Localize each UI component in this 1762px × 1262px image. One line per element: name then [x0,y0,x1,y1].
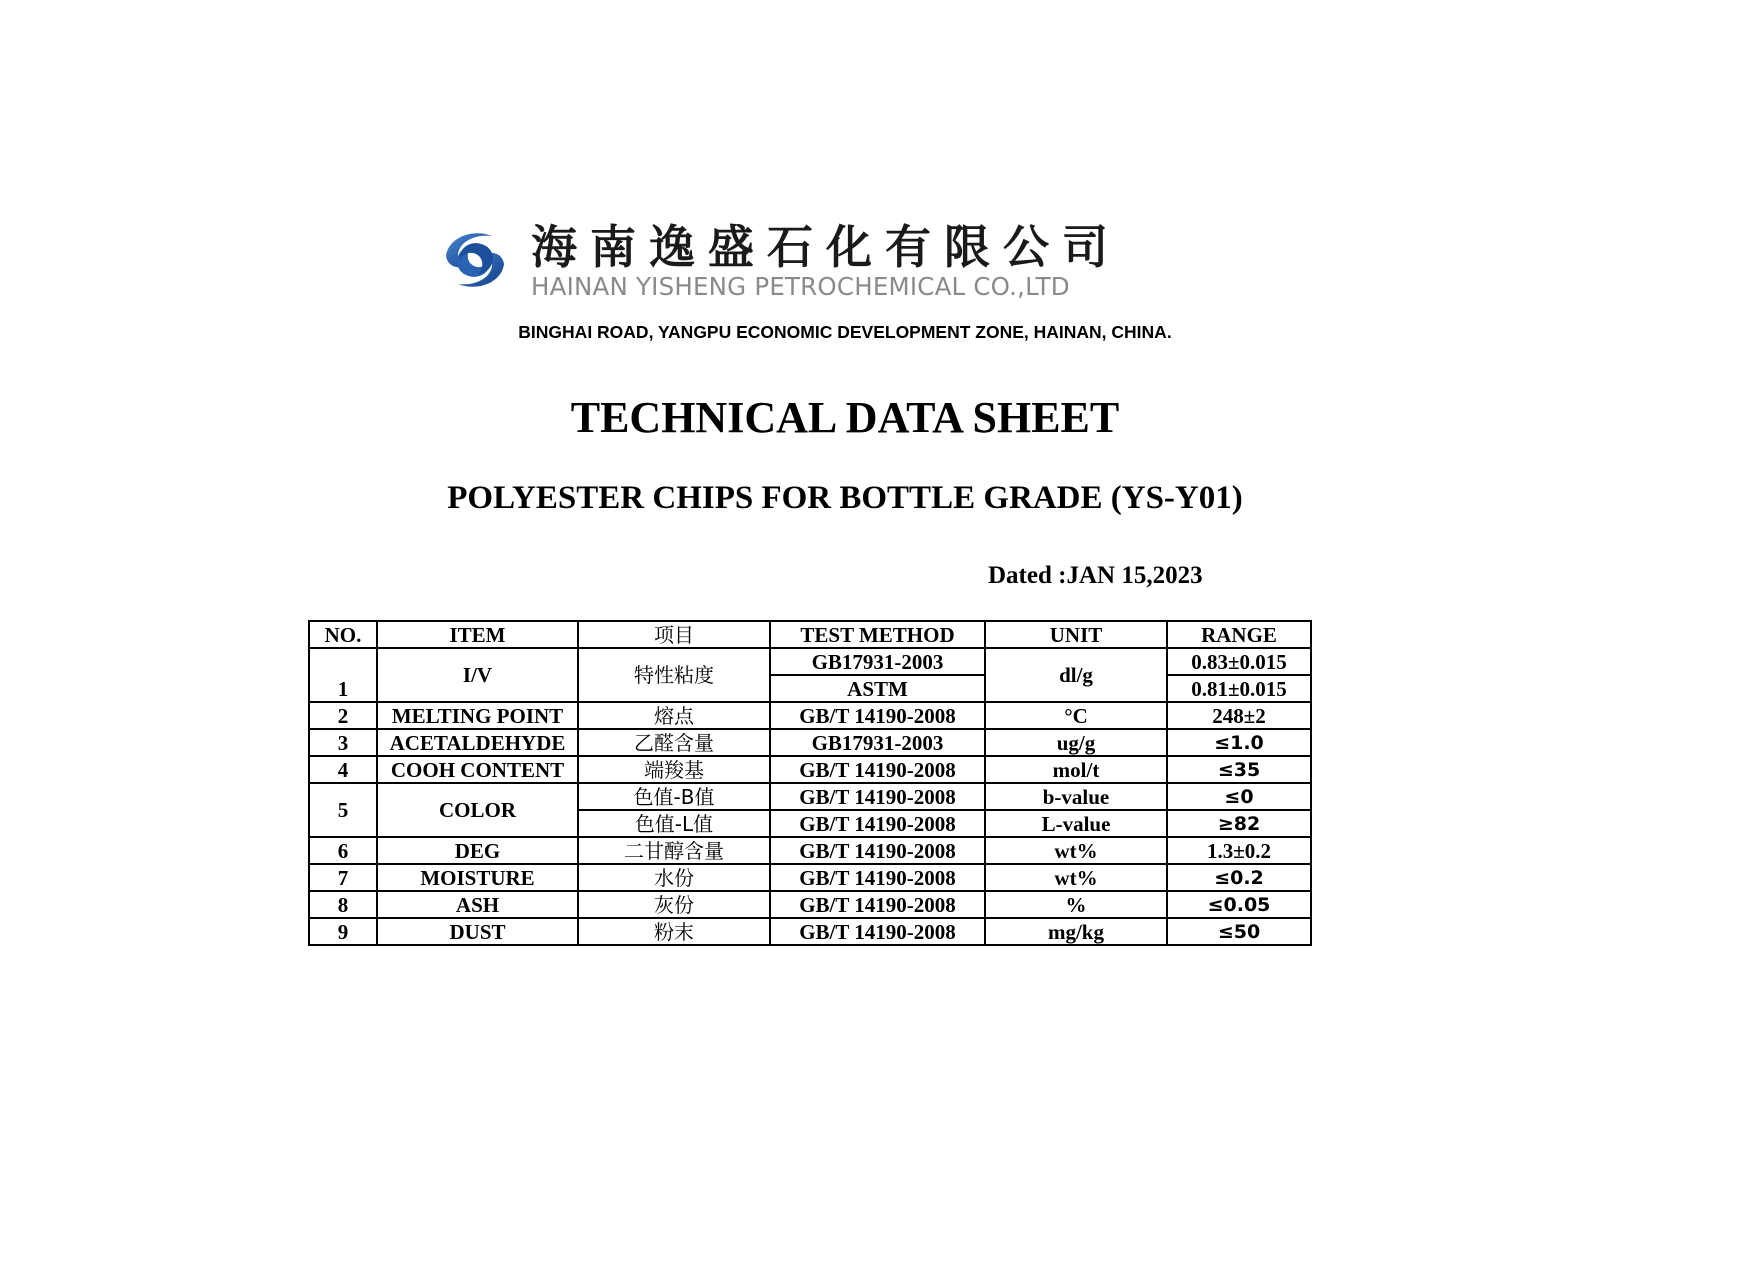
cell-test-method: GB/T 14190-2008 [770,702,985,729]
cell-item-cn: 水份 [578,864,770,891]
header-item: ITEM [377,621,578,648]
cell-test-method: GB/T 14190-2008 [770,891,985,918]
cell-unit: L-value [985,810,1167,837]
cell-item: ASH [377,891,578,918]
document-title: TECHNICAL DATA SHEET [570,393,1120,442]
company-logo [438,218,1178,302]
cell-unit: dl/g [985,648,1167,702]
cell-range: ≤0.05 [1167,891,1311,918]
cell-unit: % [985,891,1167,918]
cell-item: MELTING POINT [377,702,578,729]
document-date: Dated :JAN 15,2023 [988,562,1203,589]
table-row [309,783,1311,810]
spec-table [308,620,1312,946]
cell-item-cn: 色值-B值 [578,783,770,810]
cell-no: 4 [309,756,377,783]
cell-item: COLOR [377,783,578,837]
cell-item-cn: 熔点 [578,702,770,729]
cell-test-method: GB/T 14190-2008 [770,918,985,945]
company-name-cn: 海南逸盛石化有限公司 [531,220,1121,274]
cell-range: 248±2 [1167,702,1311,729]
header-range: RANGE [1167,621,1311,648]
table-row [309,864,1311,891]
cell-no: 7 [309,864,377,891]
cell-item: I/V [377,648,578,702]
swirl-logo-icon [438,226,512,294]
cell-range: ≤0.2 [1167,864,1311,891]
cell-range: ≤50 [1167,918,1311,945]
cell-unit: mg/kg [985,918,1167,945]
table-row [309,837,1311,864]
cell-item: MOISTURE [377,864,578,891]
table-row [309,756,1311,783]
cell-test-method: GB/T 14190-2008 [770,756,985,783]
cell-no: 2 [309,702,377,729]
cell-item-cn: 粉末 [578,918,770,945]
cell-test-method: GB/T 14190-2008 [770,837,985,864]
cell-item: ACETALDEHYDE [377,729,578,756]
cell-unit: °C [985,702,1167,729]
header-unit: UNIT [985,621,1167,648]
cell-test-method: GB/T 14190-2008 [770,783,985,810]
cell-no: 6 [309,837,377,864]
cell-item-cn: 灰份 [578,891,770,918]
header-test-method: TEST METHOD [770,621,985,648]
company-name-en: HAINAN YISHENG PETROCHEMICAL CO.,LTD [531,272,1070,301]
cell-item: DEG [377,837,578,864]
cell-unit: wt% [985,837,1167,864]
cell-test-method: GB17931-2003 [770,729,985,756]
cell-no: 9 [309,918,377,945]
cell-unit: ug/g [985,729,1167,756]
table-row [309,729,1311,756]
cell-range: ≤35 [1167,756,1311,783]
cell-item-cn: 端羧基 [578,756,770,783]
header-no: NO. [309,621,377,648]
cell-no: 1 [309,648,377,702]
cell-range: ≥82 [1167,810,1311,837]
cell-no: 5 [309,783,377,837]
cell-test-method: ASTM [770,675,985,702]
cell-item-cn: 特性粘度 [578,648,770,702]
table-header-row [309,621,1311,648]
table-row [309,891,1311,918]
cell-item: DUST [377,918,578,945]
cell-no: 8 [309,891,377,918]
cell-test-method: GB/T 14190-2008 [770,810,985,837]
cell-unit: wt% [985,864,1167,891]
cell-unit: mol/t [985,756,1167,783]
cell-range: ≤1.0 [1167,729,1311,756]
cell-unit: b-value [985,783,1167,810]
cell-item-cn: 色值-L值 [578,810,770,837]
cell-item-cn: 乙醛含量 [578,729,770,756]
cell-test-method: GB/T 14190-2008 [770,864,985,891]
cell-item-cn: 二甘醇含量 [578,837,770,864]
cell-item: COOH CONTENT [377,756,578,783]
table-row [309,648,1311,675]
cell-range: 1.3±0.2 [1167,837,1311,864]
cell-range: 0.83±0.015 [1167,648,1311,675]
company-address: BINGHAI ROAD, YANGPU ECONOMIC DEVELOPMENT ZONE, HAINAN, CHINA. [518,322,1172,342]
cell-range: 0.81±0.015 [1167,675,1311,702]
cell-test-method: GB17931-2003 [770,648,985,675]
cell-range: ≤0 [1167,783,1311,810]
table-row [309,702,1311,729]
table-row [309,918,1311,945]
header-item-cn: 项目 [578,621,770,648]
cell-no: 3 [309,729,377,756]
document-subtitle: POLYESTER CHIPS FOR BOTTLE GRADE (YS-Y01) [447,480,1243,516]
